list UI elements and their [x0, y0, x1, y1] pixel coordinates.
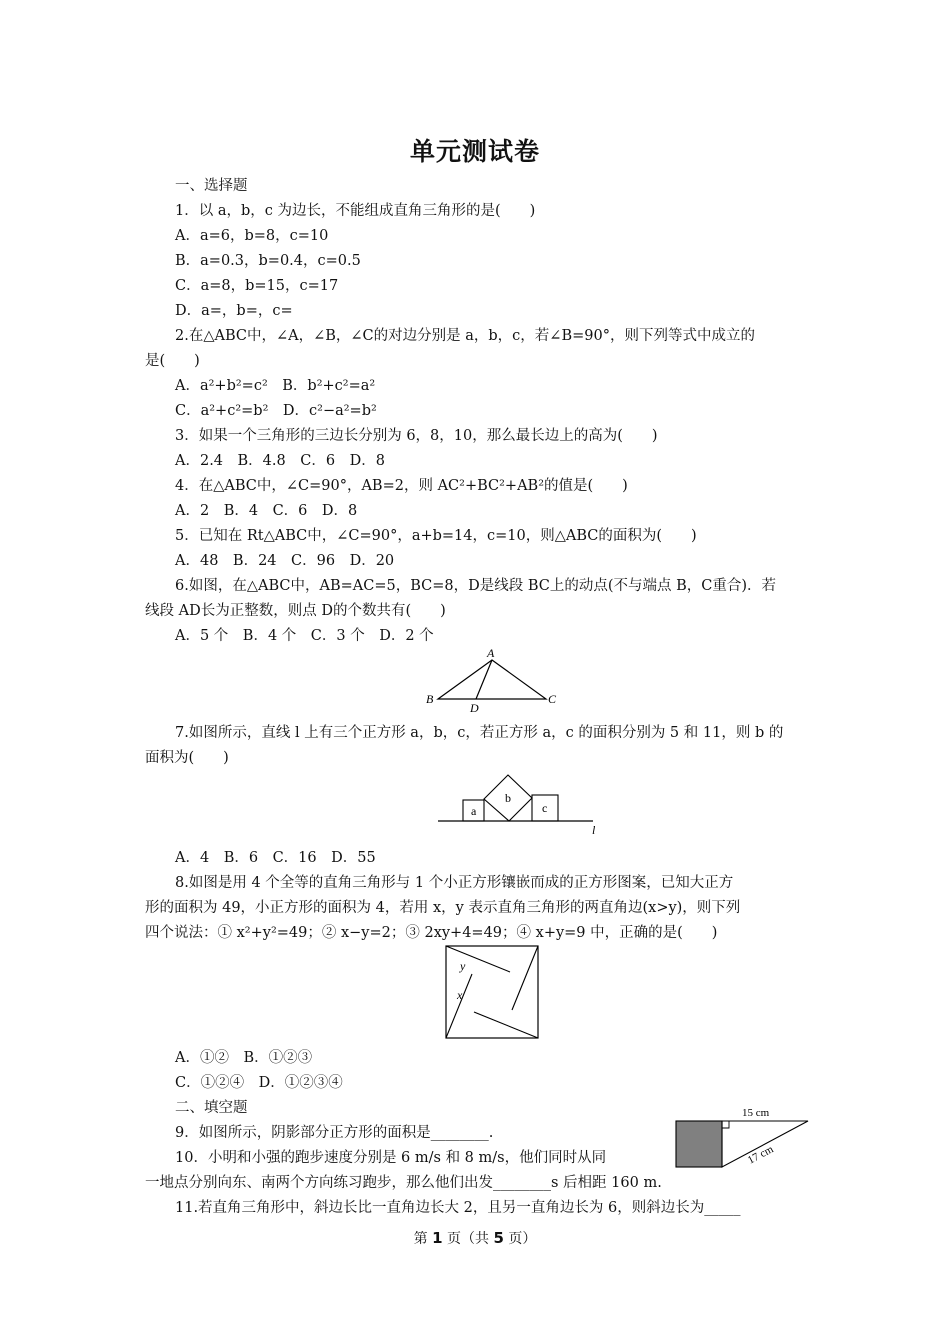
q6-stem-line1: 6.如图，在△ABC中，AB=AC=5，BC=8，D是线段 BC上的动点(不与端点 B，C重合)．若	[175, 578, 777, 594]
q6-label-c: C	[548, 692, 557, 706]
q5-stem: 5．已知在 Rt△ABC中，∠C=90°，a+b=14，c=10，则△ABC的面积为( )	[175, 528, 697, 544]
q2-stem-line1: 2.在△ABC中，∠A，∠B，∠C的对边分别是 a，b，c，若∠B=90°，则下列等式中成立的	[175, 328, 755, 344]
section-fill-heading: 二、填空题	[175, 1100, 248, 1116]
q8-square-figure	[444, 944, 540, 1040]
q8-label-x: x	[457, 988, 463, 1002]
q6-options: A．5 个 B．4 个 C．3 个 D．2 个	[175, 628, 434, 644]
footer-suffix: 页）	[503, 1231, 537, 1247]
q4-options: A．2 B．4 C．6 D．8	[175, 503, 358, 519]
q8-label-y: y	[460, 959, 466, 973]
q11-stem: 11.若直角三角形中，斜边长比一直角边长大 2，且另一直角边长为 6，则斜边长为_____	[175, 1200, 741, 1216]
q9-label-top: 15 cm	[742, 1107, 770, 1119]
q7-options: A．4 B．6 C．16 D．55	[175, 850, 376, 866]
footer-page-number: 1	[432, 1229, 443, 1247]
q9-label-hyp: 17 cm	[745, 1143, 776, 1167]
q7-squares-figure	[435, 766, 605, 838]
q6-stem-line2: 线段 AD长为正整数，则点 D的个数共有( )	[145, 603, 446, 619]
q9-stem: 9．如图所示，阴影部分正方形的面积是________.	[175, 1125, 494, 1141]
q9-figure	[672, 1100, 812, 1172]
footer-prefix: 第	[413, 1231, 433, 1247]
q8-options-ab: A．①② B．①②③	[175, 1050, 313, 1066]
q1-option-a: A．a=6，b=8，c=10	[175, 228, 329, 244]
q3-options: A．2.4 B．4.8 C．6 D．8	[175, 453, 385, 469]
q3-stem: 3．如果一个三角形的三边长分别为 6，8，10，那么最长边上的高为( )	[175, 428, 658, 444]
q7-label-b: b	[505, 791, 511, 805]
q8-stem-line1: 8.如图是用 4 个全等的直角三角形与 1 个小正方形镶嵌而成的正方形图案，已知大正方	[175, 875, 734, 891]
footer-middle: 页（共	[442, 1231, 494, 1247]
q7-label-l: l	[592, 823, 596, 837]
q2-stem-line2: 是( )	[145, 353, 200, 369]
q8-options-cd: C．①②④ D．①②③④	[175, 1075, 343, 1091]
q6-label-b: B	[426, 692, 434, 706]
q10-stem-line2: 一地点分别向东、南两个方向练习跑步，那么他们出发________s 后相距 160 m.	[145, 1175, 662, 1191]
q1-option-d: D．a=，b=，c=	[175, 303, 293, 319]
footer-total-pages: 5	[493, 1229, 504, 1247]
page-footer	[0, 1228, 950, 1248]
q7-stem-line2: 面积为( )	[145, 750, 229, 766]
q10-stem-line1: 10．小明和小强的跑步速度分别是 6 m/s 和 8 m/s，他们同时从同	[175, 1150, 607, 1166]
q8-stem-line3: 四个说法：① x²+y²=49；② x−y=2；③ 2xy+4=49；④ x+y=9 中，正确的是( )	[145, 925, 718, 941]
q6-triangle-figure	[420, 644, 560, 714]
q1-option-b: B．a=0.3，b=0.4，c=0.5	[175, 253, 361, 269]
page-title: 单元测试卷	[409, 137, 540, 166]
q2-options-ab: A．a²+b²=c² B．b²+c²=a²	[175, 378, 376, 394]
q8-stem-line2: 形的面积为 49，小正方形的面积为 4，若用 x，y 表示直角三角形的两直角边(x>y)，则下列	[145, 900, 741, 916]
section-choice-heading: 一、选择题	[175, 178, 248, 194]
q7-stem-line1: 7.如图所示，直线 l 上有三个正方形 a，b，c，若正方形 a，c 的面积分别为 5 和 11，则 b 的	[175, 725, 784, 741]
q1-option-c: C．a=8，b=15，c=17	[175, 278, 339, 294]
q1-stem: 1．以 a，b，c 为边长，不能组成直角三角形的是( )	[175, 203, 536, 219]
q6-label-d: D	[470, 701, 479, 714]
q6-label-a: A	[487, 646, 495, 660]
q7-label-c: c	[542, 801, 548, 815]
q2-options-cd: C．a²+c²=b² D．c²−a²=b²	[175, 403, 377, 419]
q4-stem: 4．在△ABC中，∠C=90°，AB=2，则 AC²+BC²+AB²的值是( )	[175, 478, 628, 494]
q5-options: A．48 B．24 C．96 D．20	[175, 553, 395, 569]
q7-label-a: a	[471, 804, 477, 818]
